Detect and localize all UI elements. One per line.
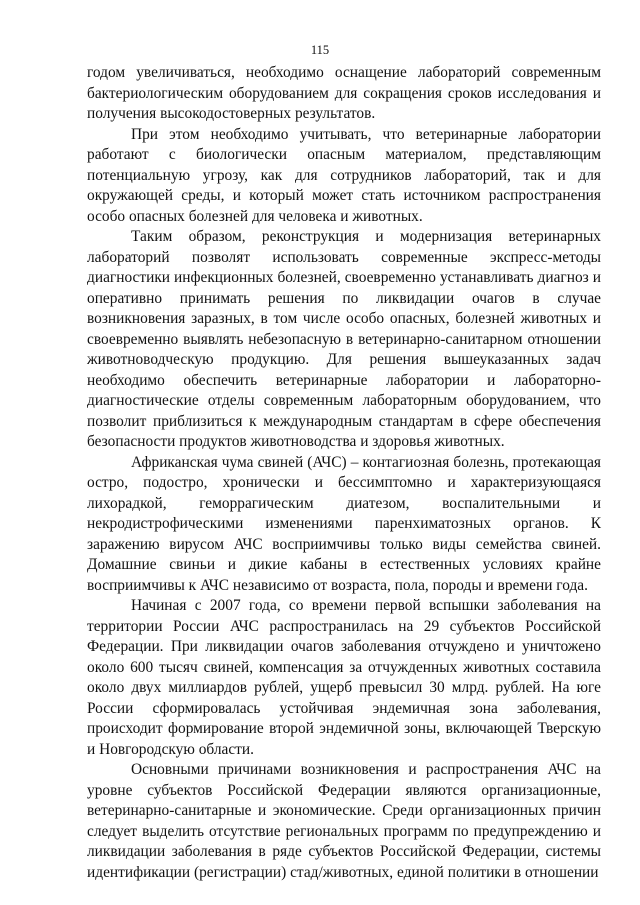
- paragraph-6: Основными причинами возникновения и распространения АЧС на уровне субъектов Российской Федерации являются организационные, ветеринарно-санитарные и экономические. Среди организационных причин следует выделить отсутствие региональных программ по предупреждению и ликвидации заболевания в ряде субъектов Российской Федерации, системы идентификации (регистрации) стад/животных, единой политики в отношении: [87, 761, 601, 881]
- paragraph-4: Африканская чума свиней (АЧС) – контагиозная болезнь, протекающая остро, подостро, хронически и бессимптомно и характеризующаяся лихорадкой, геморрагическим диатезом, воспалительными и некродистрофическими изменениями паренхиматозных органов. К заражению вирусом АЧС восприимчивы только виды семейства свиней. Домашние свиньи и дикие кабаны в естественных условиях крайне восприимчивы к АЧС независимо от возраста, пола, породы и времени года.: [87, 453, 601, 594]
- paragraph-3: Таким образом, реконструкция и модернизация ветеринарных лабораторий позволят использовать современные экспресс-методы диагностики инфекционных болезней, своевременно устанавливать диагноз и оперативно принимать решения по ликвидации очагов в случае возникновения заразных, в том числе особо опасных, болезней животных и своевременно выявлять небезопасную в ветеринарно-санитарном отношении животноводческую продукцию. Для решения вышеуказанных задач необходимо обеспечить ветеринарные лаборатории и лабораторно-диагностические отделы современным лабораторным оборудованием, что позволит приблизиться к международным стандартам в сфере обеспечения безопасности продуктов животноводства и здоровья животных.: [87, 228, 601, 450]
- page-number: 115: [310, 43, 330, 57]
- paragraph-5: Начиная с 2007 года, со времени первой вспышки заболевания на территории России АЧС распространилась на 29 субъектов Российской Федерации. При ликвидации очагов заболевания отчуждено и уничтожено около 600 тысяч свиней, компенсация за отчужденных животных составила около двух миллиардов рублей, ущерб превысил 30 млрд. рублей. На юге России сформировалась устойчивая эндемичная зона заболевания, происходит формирование второй эндемичной зоны, включающей Тверскую и Новгородскую области.: [87, 597, 601, 758]
- paragraph-2: При этом необходимо учитывать, что ветеринарные лаборатории работают с биологически опасным материалом, представляющим потенциальную угрозу, как для сотрудников лабораторий, так и для окружающей среды, и который может стать источником распространения особо опасных болезней для человека и животных.: [87, 125, 601, 225]
- paragraph-1: годом увеличиваться, необходимо оснащение лабораторий современным бактериологическим оборудованием для сокращения сроков исследования и получения высокодостоверных результатов.: [87, 64, 601, 122]
- body-text: [87, 63, 601, 883]
